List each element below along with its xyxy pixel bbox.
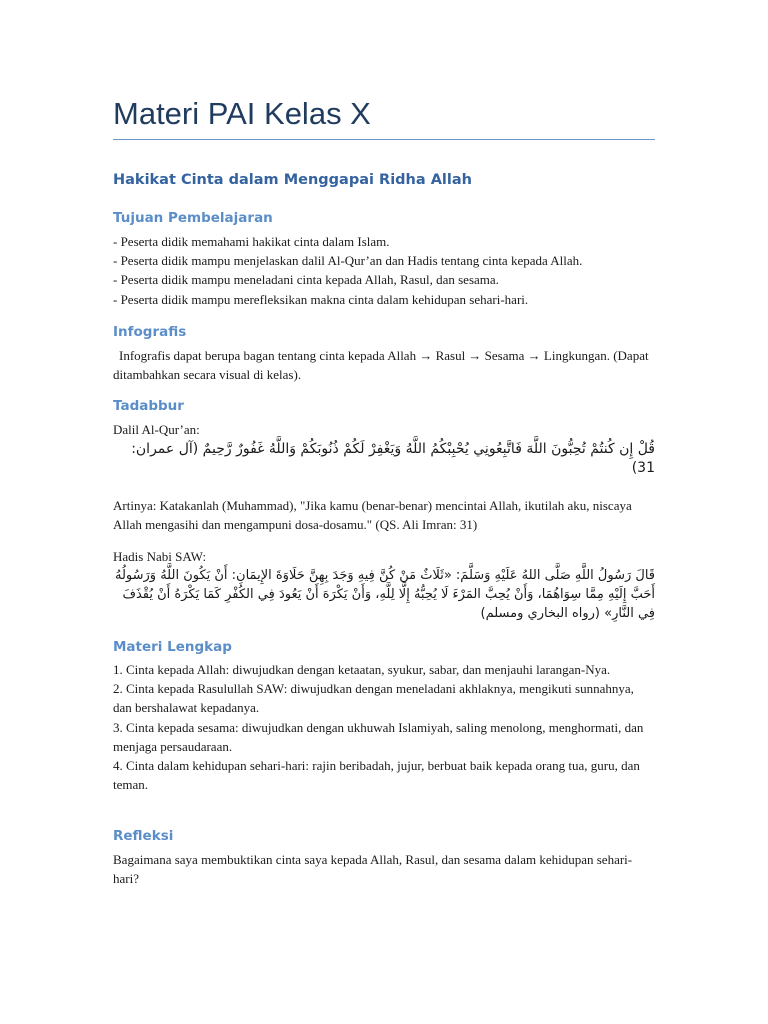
quran-verse (113, 440, 655, 478)
refleksi-text (113, 850, 655, 888)
hadis-label (113, 547, 655, 566)
infografis-text (113, 346, 655, 384)
list-item: - Peserta didik memahami hakikat cinta dalam Islam. (113, 234, 390, 249)
heading-tujuan-pembelajaran: Tujuan Pembelajaran (113, 210, 273, 226)
paragraph: Dalil Al-Qur’an: (113, 422, 200, 437)
list-item: - Peserta didik mampu meneladani cinta kepada Allah, Rasul, dan sesama. (113, 272, 499, 288)
heading-tadabbur: Tadabbur (113, 398, 184, 414)
list-item: 2. Cinta kepada Rasulullah SAW: diwujudkan dengan meneladani akhlaknya, mengikuti sunnahnya, dan bershalawat kepadanya. (113, 681, 634, 716)
list-item: 4. Cinta dalam kehidupan sehari-hari: rajin beribadah, jujur, berbuat baik kepada orang tua, guru, dan teman. (113, 758, 640, 793)
document-title: Materi PAI Kelas X (113, 96, 371, 131)
list-item: - Peserta didik mampu merefleksikan makna cinta dalam kehidupan sehari-hari. (113, 291, 529, 307)
tujuan-list (113, 232, 655, 309)
arabic-hadith: قَالَ رَسُولُ اللَّهِ صَلَّى اللهُ عَلَيْهِ وَسَلَّمَ: «ثَلَاثٌ مَنْ كُنَّ فِيهِ وَجَدَ بِهِنَّ حَلَاوَةَ الإِيمَانِ: أَنْ يَكُونَ اللَّهُ وَرَسُولُهُ أَحَبَّ إِلَيْهِ مِمَّا سِوَاهُمَا، وَأَنْ يُحِبَّ المَرْءَ لَا يُحِبُّهُ إِلَّا لِلَّهِ، وَأَنْ يَكْرَهَ أَنْ يَعُودَ فِي الكُفْرِ كَمَا يَكْرَهُ أَنْ يُقْذَفَ فِي النَّارِ» (رواه البخاري ومسلم) (114, 568, 655, 621)
quran-label (113, 420, 655, 439)
heading-materi-lengkap: Materi Lengkap (113, 639, 232, 655)
list-item: 1. Cinta kepada Allah: diwujudkan dengan ketaatan, syukur, sabar, dan menjauhi larangan-Nya. (113, 662, 611, 677)
heading-infografis: Infografis (113, 324, 187, 340)
title-divider (113, 139, 655, 140)
quran-translation (113, 496, 655, 534)
list-item: 3. Cinta kepada sesama: diwujudkan dengan ukhuwah Islamiyah, saling menolong, menghormati, dan menjaga persaudaraan. (113, 719, 644, 754)
paragraph: Artinya: Katakanlah (Muhammad), "Jika kamu (benar-benar) mencintai Allah, ikutilah aku, niscaya Allah mengasihi dan mengampuni dosa-dosamu." (QS. Ali Imran: 31) (113, 498, 632, 533)
paragraph: Infografis dapat berupa bagan tentang cinta kepada Allah → Rasul → Sesama → Lingkungan. (Dapat ditambahkan secara visual di kelas). (113, 348, 649, 383)
heading-refleksi: Refleksi (113, 828, 174, 844)
materi-list (113, 660, 655, 794)
document-subtitle: Hakikat Cinta dalam Menggapai Ridha Allah (113, 172, 472, 188)
hadis-text (113, 566, 655, 623)
paragraph: Bagaimana saya membuktikan cinta saya kepada Allah, Rasul, dan sesama dalam kehidupan sehari-hari? (113, 852, 633, 887)
paragraph: Hadis Nabi SAW: (113, 549, 207, 564)
list-item: - Peserta didik mampu menjelaskan dalil Al-Qur’an dan Hadis tentang cinta kepada Allah. (113, 253, 583, 269)
arabic-verse: قُلْ إِن كُنتُمْ تُحِبُّونَ اللَّهَ فَاتَّبِعُونِي يُحْبِبْكُمُ اللَّهُ وَيَغْفِرْ لَكُمْ ذُنُوبَكُمْ وَاللَّهُ غَفُورٌ رَّحِيمٌ (آل عمران: 31) (131, 441, 655, 476)
